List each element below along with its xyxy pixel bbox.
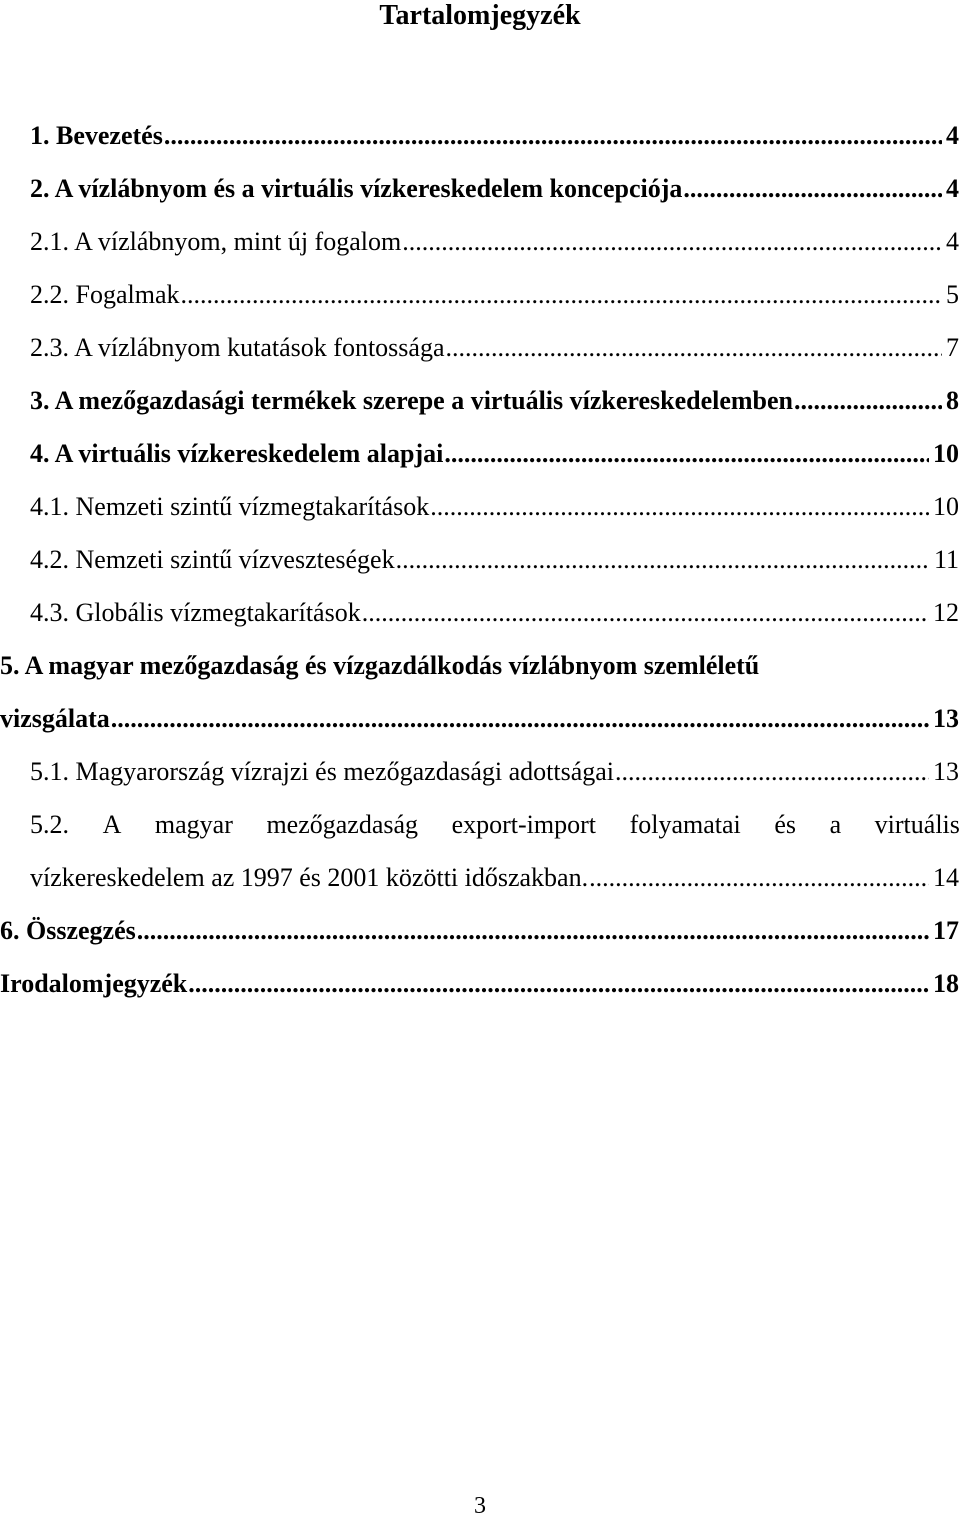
- toc-entry-page: 12: [933, 598, 959, 627]
- toc-leader-dots: [430, 487, 929, 527]
- toc-leader-dots: [396, 540, 930, 580]
- toc-word: A: [102, 810, 122, 839]
- toc-entry-5-2[interactable]: [0, 858, 960, 911]
- toc-entry-text: 4.2. Nemzeti szintű vízveszteségek: [30, 545, 395, 574]
- toc-entry-2-3[interactable]: [0, 328, 960, 381]
- toc-entry-text: 4.1. Nemzeti szintű vízmegtakarítások: [30, 492, 430, 521]
- toc-entry-text: vizsgálata: [0, 704, 110, 733]
- toc-entry-text: 4.3. Globális vízmegtakarítások: [30, 598, 361, 627]
- toc-entry-1[interactable]: [0, 116, 960, 169]
- toc-entry-text: 1. Bevezetés: [30, 121, 163, 150]
- toc-entry-5-heading[interactable]: 5. A magyar mezőgazdaság és vízgazdálkodás vízlábnyom szemléletű: [0, 651, 760, 680]
- toc-leader-dots: [683, 169, 942, 209]
- toc-leader-dots: [164, 116, 942, 156]
- toc-entry-5-2-heading[interactable]: [0, 805, 960, 858]
- toc-leader-dots: [444, 434, 929, 474]
- toc-entry-text: vízkereskedelem az 1997 és 2001 közötti időszakban.: [30, 863, 589, 892]
- toc-entry-page: 4: [946, 121, 959, 150]
- toc-entry-page: 13: [933, 757, 959, 786]
- toc-entry-6[interactable]: [0, 911, 960, 964]
- toc-leader-dots: [615, 752, 929, 792]
- toc-leader-dots: [111, 699, 929, 739]
- toc-leader-dots: [446, 328, 942, 368]
- toc-word: és: [774, 810, 796, 839]
- toc-entry-3[interactable]: [0, 381, 960, 434]
- toc-word: magyar: [154, 810, 233, 839]
- toc-entry-text: Irodalomjegyzék: [0, 969, 188, 998]
- toc-entry-page: 4: [946, 174, 959, 203]
- toc-leader-dots: [794, 381, 942, 421]
- toc-entry-4-2[interactable]: [0, 540, 960, 593]
- toc-word: export-import: [451, 810, 597, 839]
- toc-entry-4-1[interactable]: [0, 487, 960, 540]
- toc-entry-page: 14: [933, 863, 959, 892]
- toc-entry-text: 4. A virtuális vízkereskedelem alapjai: [30, 439, 444, 468]
- toc-entry-5[interactable]: [0, 699, 960, 752]
- page-title: Tartalomjegyzék: [379, 0, 581, 31]
- toc-entry-page: 10: [933, 439, 959, 468]
- toc-leader-dots: [589, 858, 929, 898]
- toc-entry-bibliography[interactable]: [0, 964, 960, 1017]
- toc-word: 5.2.: [30, 810, 69, 839]
- toc-entry-text: 2.3. A vízlábnyom kutatások fontossága: [30, 333, 445, 362]
- toc-entry-page: 11: [933, 545, 959, 574]
- toc-entry-page: 5: [946, 280, 959, 309]
- toc-entry-2-2[interactable]: [0, 275, 960, 328]
- toc-entry-page: 7: [946, 333, 959, 362]
- toc-word: mezőgazdaság: [266, 810, 419, 839]
- toc-leader-dots: [137, 911, 929, 951]
- page-number: 3: [474, 1493, 486, 1519]
- toc-word: folyamatai: [629, 810, 741, 839]
- toc-entry-text: 2.2. Fogalmak: [30, 280, 180, 309]
- toc-word: a: [829, 810, 842, 839]
- toc-word: virtuális: [874, 810, 960, 839]
- toc-entry-text: 3. A mezőgazdasági termékek szerepe a virtuális vízkereskedelemben: [30, 386, 794, 415]
- toc-entry-text: 6. Összegzés: [0, 916, 136, 945]
- toc-leader-dots: [362, 593, 929, 633]
- toc-entry-text: 2. A vízlábnyom és a virtuális vízkereskedelem koncepciója: [30, 174, 683, 203]
- toc-entry-page: 18: [933, 969, 959, 998]
- toc-entry-4-3[interactable]: [0, 593, 960, 646]
- toc-leader-dots: [188, 964, 929, 1004]
- toc-entry-page: 4: [946, 227, 959, 256]
- toc-entry-text: 2.1. A vízlábnyom, mint új fogalom: [30, 227, 402, 256]
- toc-entry-page: 8: [946, 386, 959, 415]
- toc-leader-dots: [402, 222, 942, 262]
- toc-entry-2-1[interactable]: [0, 222, 960, 275]
- toc-entry-4[interactable]: [0, 434, 960, 487]
- toc-entry-5-1[interactable]: [0, 752, 960, 805]
- toc-entry-text: 5.1. Magyarország vízrajzi és mezőgazdasági adottságai: [30, 757, 615, 786]
- toc-entry-page: 17: [933, 916, 959, 945]
- toc-entry-2[interactable]: [0, 169, 960, 222]
- toc-leader-dots: [181, 275, 943, 315]
- toc-entry-page: 10: [933, 492, 959, 521]
- table-of-contents: [0, 116, 960, 1017]
- toc-entry-page: 13: [933, 704, 959, 733]
